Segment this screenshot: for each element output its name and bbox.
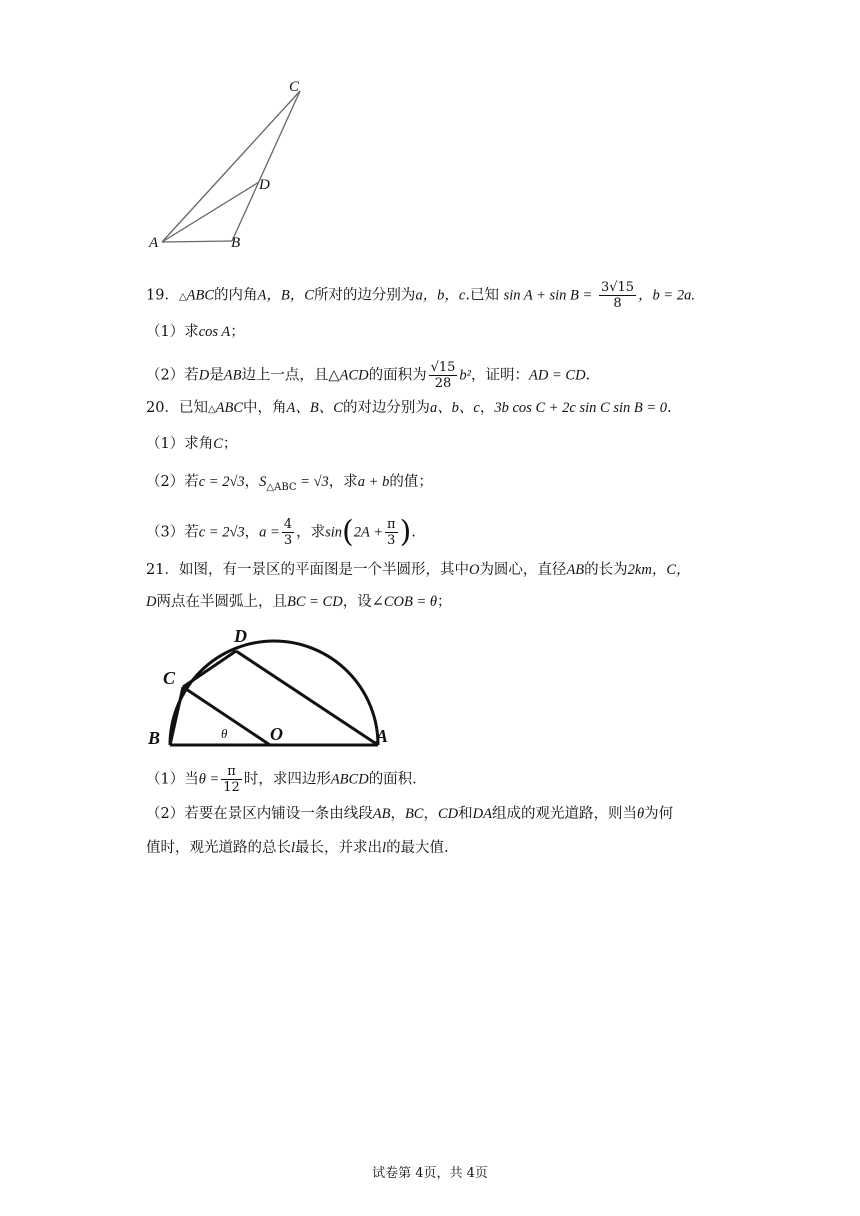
label-D: D xyxy=(259,177,270,193)
q19-area-fraction: $\frac{√15}{28}$ xyxy=(430,360,456,391)
label-B2: B xyxy=(148,728,161,748)
q19-part1: （1）求cos A； xyxy=(146,324,245,340)
q19-part2: （2）若D是AB边上一点，且△ACD的面积为 $\frac{√15}{28}$ b²，证明：AD = CD. xyxy=(146,360,591,391)
chord-CD xyxy=(183,651,236,687)
q21-stem-line2: D两点在半圆弧上，且BC = CD，设∠COB = θ； xyxy=(146,594,452,610)
q20-stem: 20．已知△ABC中，角A、B、C的对边分别为a、b、c，3b cos C + 2c sin C sin B = 0. xyxy=(146,400,672,416)
q19-stem: 19．△ABC的内角A，B，C所对的边分别为a，b，c.已知 sin A + sin B = $\frac{3√15}{8}$ ，b = 2a. xyxy=(146,280,695,311)
q21-part2-line2: 值时，观光道路的总长l最长，并求出l的最大值. xyxy=(146,840,449,856)
q20-part1: （1）求角C； xyxy=(146,436,238,452)
label-O: O xyxy=(270,724,283,744)
label-C: C xyxy=(289,79,300,95)
q21-theta-fraction: $\frac{\pi}{12}$ xyxy=(223,764,240,795)
label-A2: A xyxy=(376,726,389,746)
q20-a-fraction: $\frac{4}{3}$ xyxy=(283,517,293,548)
q21-stem-line1: 21．如图，有一景区的平面图是一个半圆形，其中O为圆心，直径AB的长为2km，C， xyxy=(146,562,691,578)
q20-pi-fraction: $\frac{\pi}{3}$ xyxy=(387,517,396,548)
segment-AB xyxy=(162,241,232,242)
segment-BC xyxy=(232,91,300,241)
q19-fraction: $\frac{3√15}{8}$ xyxy=(600,280,635,311)
q21-part2-line1: （2）若要在景区内铺设一条由线段AB，BC，CD和DA组成的观光道路，则当θ为何 xyxy=(146,806,674,822)
q20-part3: （3）若c = 2√3，a = $\frac{4}{3}$ ，求sin(2A + $\frac{\pi}{3}$ ). xyxy=(146,514,416,550)
chord-DA xyxy=(236,651,378,745)
triangle-figure xyxy=(140,75,320,260)
chord-BC xyxy=(170,687,183,745)
label-B: B xyxy=(231,235,241,251)
q20-part2: （2）若c = 2√3，$S_{\triangle ABC} = √3$，求a + b的值； xyxy=(146,474,433,493)
q21-part1: （1）当θ = $\frac{\pi}{12}$ 时，求四边形ABCD的面积. xyxy=(146,764,417,795)
label-theta: θ xyxy=(221,726,228,741)
label-D2: D xyxy=(234,626,247,646)
label-A: A xyxy=(149,235,159,251)
label-C2: C xyxy=(163,668,176,688)
page-footer: 试卷第 4页，共 4页 xyxy=(372,1166,488,1181)
segment-AC xyxy=(162,91,300,242)
